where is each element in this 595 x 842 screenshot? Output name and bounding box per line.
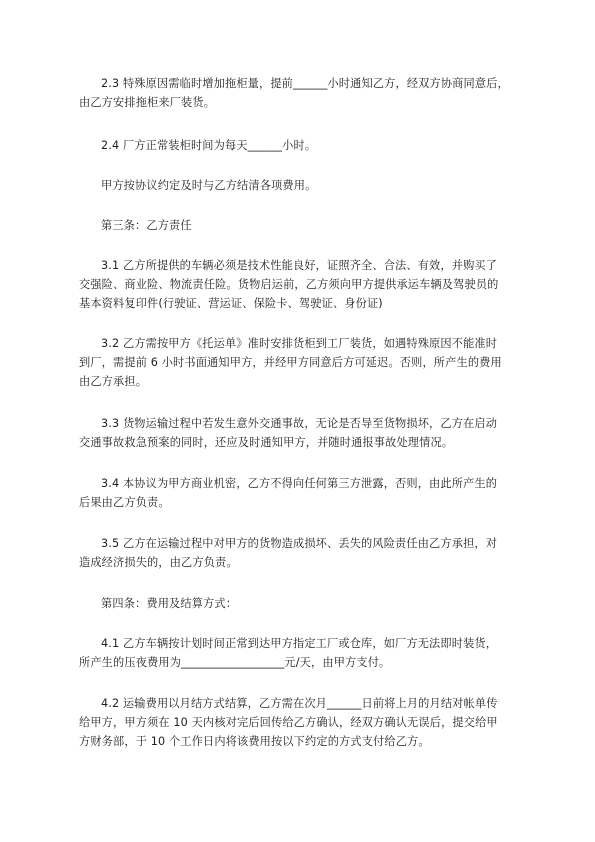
settlement-note: [79, 176, 524, 195]
text-line: 2.3 特殊原因需临时增加拖柜量，提前______小时通知乙方，经双方协商同意后，: [101, 77, 509, 90]
section-heading-article-3: [79, 216, 524, 235]
text-line: 由乙方承担。: [79, 375, 148, 388]
clause-4-1: [79, 634, 524, 672]
text-line: 基本资料复印件(行驶证、营运证、保险卡、驾驶证、身份证): [79, 297, 383, 310]
text-line: 3.5 乙方在运输过程中对甲方的货物造成损坏、丢失的风险责任由乙方承担，对: [101, 537, 498, 550]
clause-3-1: [79, 256, 524, 313]
text-line: 甲方按协议约定及时与乙方结清各项费用。: [101, 179, 317, 192]
text-line: 交强险、商业险、物流责任险。货物启运前，乙方须向甲方提供承运车辆及驾驶员的: [79, 278, 499, 291]
text-line: 到厂，需提前 6 小时书面通知甲方，并经甲方同意后方可延迟。否则，所产生的费用: [79, 356, 502, 369]
text-line: 给甲方，甲方须在 10 天内核对完后回传给乙方确认，经双方确认无误后，提交给甲: [79, 716, 498, 729]
text-line: 交通事故救急预案的同时，还应及时通知甲方，并随时通报事故处理情况。: [79, 436, 454, 449]
clause-3-5: [79, 534, 524, 572]
clause-3-2: [79, 334, 524, 391]
text-line: 3.4 本协议为甲方商业机密，乙方不得向任何第三方泄露，否则，由此所产生的: [101, 477, 498, 490]
section-heading: 第三条：乙方责任: [101, 219, 192, 232]
text-line: 所产生的压夜费用为__________________元/天，由甲方支付。: [79, 656, 391, 669]
section-heading-article-4: [79, 594, 524, 613]
text-line: 方财务部，于 10 个工作日内将该费用按以下约定的方式支付给乙方。: [79, 735, 430, 748]
section-heading: 第四条：费用及结算方式：: [101, 597, 238, 610]
text-line: 由乙方安排拖柜来厂装货。: [79, 96, 216, 109]
text-line: 造成经济损失的，由乙方负责。: [79, 556, 238, 569]
clause-3-3: [79, 414, 524, 452]
clause-2-3: [79, 74, 524, 112]
text-line: 后果由乙方负责。: [79, 496, 170, 509]
text-line: 3.3 货物运输过程中若发生意外交通事故，无论是否导至货物损坏，乙方在启动: [101, 417, 498, 430]
clause-3-4: [79, 474, 524, 512]
text-line: 2.4 厂方正常装柜时间为每天______小时。: [101, 139, 317, 152]
clause-2-4: [79, 136, 524, 155]
text-line: 4.1 乙方车辆按计划时间正常到达甲方指定工厂或仓库，如厂方无法即时装货，: [101, 637, 498, 650]
text-line: 3.1 乙方所提供的车辆必须是技术性能良好，证照齐全、合法、有效，并购买了: [101, 259, 498, 272]
clause-4-2: [79, 694, 524, 751]
text-line: 3.2 乙方需按甲方《托运单》准时安排货柜到工厂装货，如遇特殊原因不能准时: [101, 337, 498, 350]
text-line: 4.2 运输费用以月结方式结算，乙方需在次月______日前将上月的月结对帐单传: [101, 697, 498, 710]
